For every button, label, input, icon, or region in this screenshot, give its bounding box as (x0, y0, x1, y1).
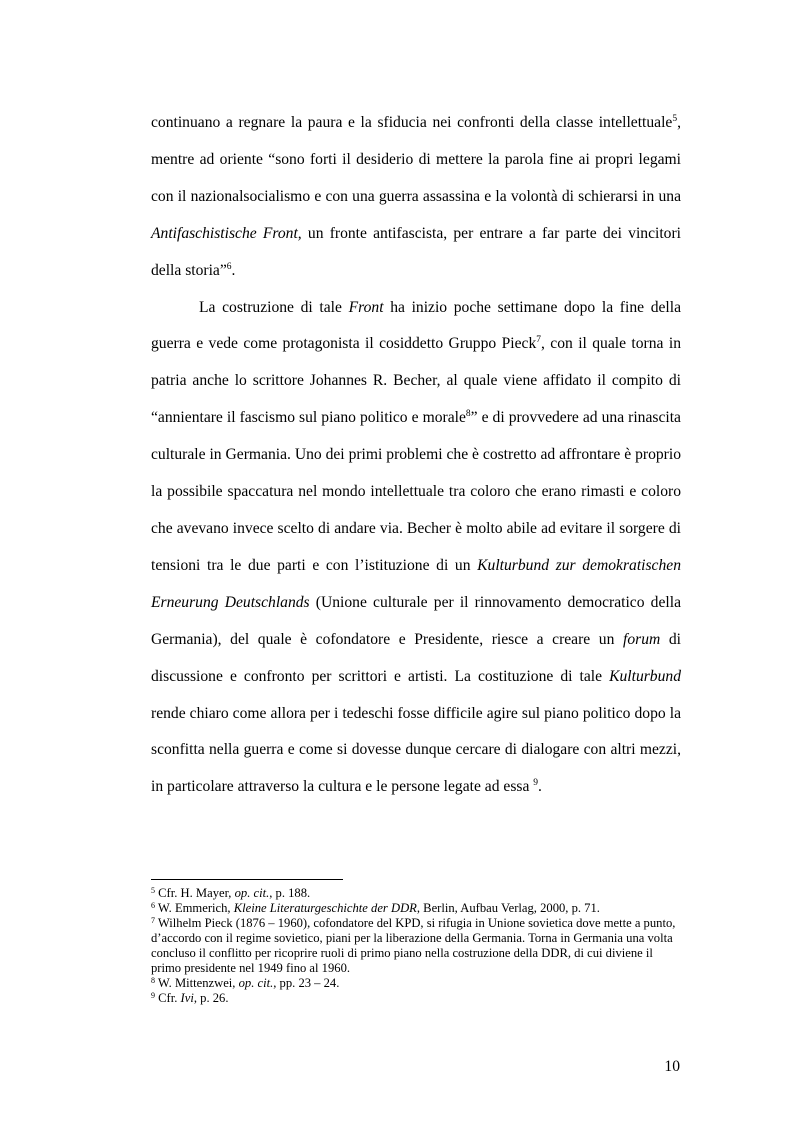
text-run: continuano a regnare la paura e la sfiducia nei confronti della classe intellettuale (151, 114, 673, 131)
text-run: un fronte antifascista, per entrare a far parte dei vincitori della storia” (151, 224, 681, 279)
footnote-number: 8 (151, 976, 155, 985)
footnote-9 (151, 991, 681, 1006)
main-text (151, 105, 681, 806)
italic-term: forum (623, 630, 661, 648)
text-run: Cfr. (155, 991, 181, 1005)
text-run: Wilhelm Pieck (1876 – 1960), cofondatore del KPD, si rifugia in Unione sovietica dove mette a punto, d’accordo con il regime sovietico, piani per la liberazione della Germania. Torna in Germania una volta concluso il conflitto per ricoprire ruoli di primo piano nella costruzione della DDR, di cui diviene il primo presidente nel 1949 fino al 1960. (151, 916, 676, 975)
text-run: . (538, 778, 542, 796)
text-run: W. Emmerich, (155, 901, 234, 915)
text-run: ” e di provvedere ad una rinascita culturale in Germania. Uno dei primi problemi che è costretto ad affrontare è proprio la possibile spaccatura nel mondo intellettuale tra coloro che erano rimasti e coloro che avevano invece scelto di andare via. Becher è molto abile ad evitare il sorgere di tensioni tra le due parti e con l’istituzione di un (151, 409, 681, 574)
text-run: W. Mittenzwei, (155, 976, 239, 990)
italic-term: Antifaschistische Front, (151, 224, 302, 242)
italic-term: Kulturbund (609, 667, 681, 685)
text-run: , p. 188. (269, 886, 311, 900)
footnote-6 (151, 901, 681, 916)
footnote-number: 6 (151, 901, 155, 910)
footnote-number: 7 (151, 916, 155, 925)
paragraph (151, 290, 681, 807)
text-run: . (231, 261, 236, 279)
text-run: , mentre ad oriente “sono forti il desiderio di mettere la parola fine ai propri legami con il nazionalsocialismo e con una guerra assassina e la volontà di schierarsi in una (151, 114, 681, 205)
text-run: di discussione e confronto per scrittori e artisti. La costituzione di tale (151, 630, 681, 685)
italic-term: Kleine Literaturgeschichte der DDR (233, 901, 417, 915)
footnote-ref-8: 8 (465, 409, 471, 420)
footnote-number: 5 (151, 886, 155, 895)
paragraph (151, 105, 681, 290)
footnote-5 (151, 886, 681, 901)
footnote-number: 9 (151, 991, 155, 1000)
italic-term: op. cit. (234, 886, 270, 900)
footnotes (151, 886, 681, 1006)
text-run: , pp. 23 – 24. (273, 976, 340, 990)
italic-term: Front (348, 298, 384, 316)
text-run: Cfr. H. Mayer, (155, 886, 235, 900)
footnote-8 (151, 976, 681, 991)
footnote-ref-9: 9 (533, 778, 539, 789)
text-run: , con il quale torna in patria anche lo scrittore Johannes R. Becher, al quale viene affidato il compito di “annientare il fascismo sul piano politico e morale (151, 335, 681, 427)
italic-term: Kulturbund zur demokratischen Erneurung Deutschlands (151, 556, 681, 611)
footnote-ref-5: 5 (672, 114, 678, 124)
text-run: , p. 26. (193, 991, 229, 1005)
text-run: ha inizio poche settimane dopo la fine della guerra e vede come protagonista il cosiddetto Gruppo Pieck (151, 298, 681, 353)
text-run: rende chiaro come allora per i tedeschi fosse difficile agire sul piano politico dopo la sconfitta nella guerra e come si dovesse dunque cercare di dialogare con altri mezzi, in particolare attraverso la cultura e le persone legate ad essa (151, 704, 681, 796)
italic-term: Ivi (180, 991, 194, 1005)
text-run: , Berlin, Aufbau Verlag, 2000, p. 71. (416, 901, 600, 915)
footnote-ref-6: 6 (226, 261, 232, 272)
footnote-7 (151, 916, 681, 976)
footnote-separator (151, 879, 343, 880)
text-run: (Unione culturale per il rinnovamento democratico della Germania), del quale è cofondatore e Presidente, riesce a creare un (151, 593, 681, 648)
page-number: 10 (664, 1058, 680, 1075)
text-run: La costruzione di tale (199, 298, 349, 316)
footnote-ref-7: 7 (536, 335, 541, 346)
italic-term: op. cit. (238, 976, 274, 990)
